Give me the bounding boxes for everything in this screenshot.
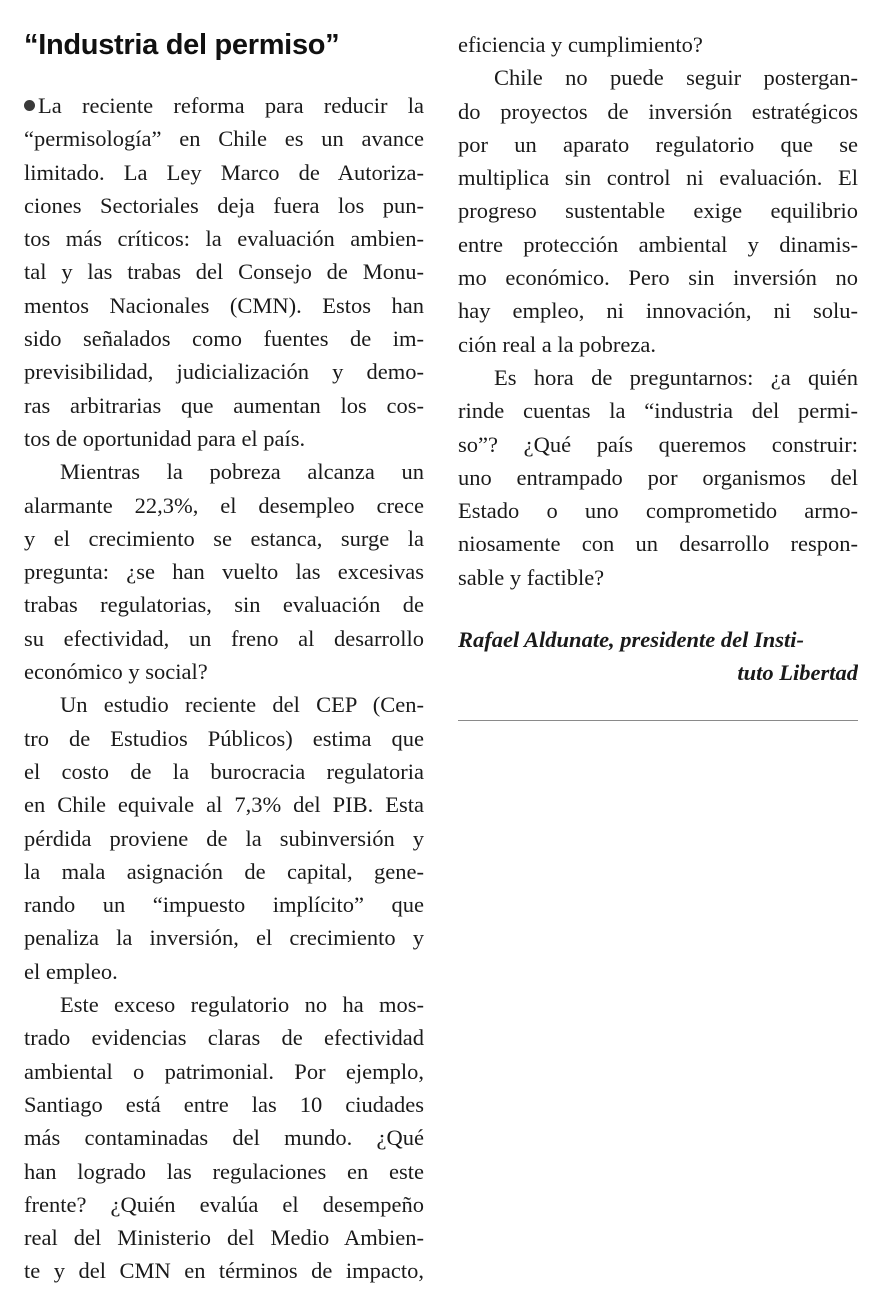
text-line: la mala asignación de capital, gene- [24, 858, 424, 884]
signature-line: tuto Libertad [737, 660, 858, 686]
text-line: mo económico. Pero sin inversión no [458, 265, 858, 291]
text-line: hay empleo, ni innovación, ni solu- [458, 298, 858, 324]
signature-line: Rafael Aldunate, presidente del Insti- [458, 627, 805, 653]
text-line: niosamente con un desarrollo respon- [458, 531, 858, 557]
text-line: rando un “impuesto implícito” que [24, 892, 424, 918]
text-line: Chile no puede seguir postergan- [494, 65, 858, 91]
text-line: Mientras la pobreza alcanza un [60, 459, 424, 485]
left-column [24, 0, 424, 1288]
text-line: real del Ministerio del Medio Ambien- [24, 1225, 424, 1251]
text-line: Estado o uno comprometido armo- [458, 498, 858, 524]
text-line: pregunta: ¿se han vuelto las excesivas [24, 559, 424, 585]
bullet-dot-icon [24, 100, 35, 111]
text-line: te y del CMN en términos de impacto, [24, 1258, 424, 1284]
text-line: previsibilidad, judicialización y demo- [24, 359, 424, 385]
closing-divider [458, 720, 858, 721]
text-line: Santiago está entre las 10 ciudades [24, 1091, 424, 1117]
text-line: do proyectos de inversión estratégicos [458, 98, 858, 124]
right-column-body [458, 28, 858, 594]
text-line: ciones Sectoriales deja fuera los pun- [24, 192, 424, 218]
text-line: el costo de la burocracia regulatoria [24, 758, 424, 784]
text-line: sido señalados como fuentes de im- [24, 326, 424, 352]
text-line: La reciente reforma para reducir la [24, 89, 424, 122]
text-line: uno entrampado por organismos del [458, 464, 858, 490]
text-line: entre protección ambiental y dinamis- [458, 231, 858, 257]
text-line: multiplica sin control ni evaluación. El [458, 165, 858, 191]
text-line: tal y las trabas del Consejo de Monu- [24, 259, 424, 285]
text-line: su efectividad, un freno al desarrollo [24, 625, 424, 651]
text-line: eficiencia y cumplimiento? [458, 32, 703, 57]
text-line: limitado. La Ley Marco de Autoriza- [24, 159, 424, 185]
text-line: ambiental o patrimonial. Por ejemplo, [24, 1058, 424, 1084]
text-line: rinde cuentas la “industria del permi- [458, 398, 858, 424]
text-line: trado evidencias claras de efectividad [24, 1025, 424, 1051]
article-title: “Industria del permiso” [24, 29, 340, 61]
text-line: el empleo. [24, 958, 118, 984]
text-line: “permisología” en Chile es un avance [24, 126, 424, 152]
text-line: Es hora de preguntarnos: ¿a quién [494, 364, 858, 390]
text-line: tos más críticos: la evaluación ambien- [24, 226, 424, 252]
text-line: pérdida proviene de la subinversión y [24, 825, 424, 851]
text-line: han logrado las regulaciones en este [24, 1158, 424, 1184]
text-line: y el crecimiento se estanca, surge la [24, 525, 424, 551]
text-line: frente? ¿Quién evalúa el desempeño [24, 1191, 424, 1217]
text-line: trabas regulatorias, sin evaluación de [24, 592, 424, 618]
text-line: Un estudio reciente del CEP (Cen- [60, 692, 424, 718]
text-line: progreso sustentable exige equilibrio [458, 198, 858, 224]
right-column [458, 0, 858, 721]
text-line: económico y social? [24, 659, 208, 685]
text-line: so”? ¿Qué país queremos construir: [458, 431, 858, 457]
left-column-body [24, 89, 424, 1288]
text-line: Este exceso regulatorio no ha mos- [60, 992, 424, 1018]
author-signature [458, 623, 858, 690]
text-line: tro de Estudios Públicos) estima que [24, 725, 424, 751]
text-line: mentos Nacionales (CMN). Estos han [24, 292, 424, 318]
text-line: ras arbitrarias que aumentan los cos- [24, 392, 424, 418]
text-line: más contaminadas del mundo. ¿Qué [24, 1125, 424, 1151]
text-line: en Chile equivale al 7,3% del PIB. Esta [24, 792, 424, 818]
text-line: alarmante 22,3%, el desempleo crece [24, 492, 424, 518]
text-line: penaliza la inversión, el crecimiento y [24, 925, 424, 951]
text-line: por un aparato regulatorio que se [458, 131, 858, 157]
text-line: sable y factible? [458, 564, 605, 590]
text-line: tos de oportunidad para el país. [24, 425, 306, 451]
text-line: ción real a la pobreza. [458, 331, 657, 357]
